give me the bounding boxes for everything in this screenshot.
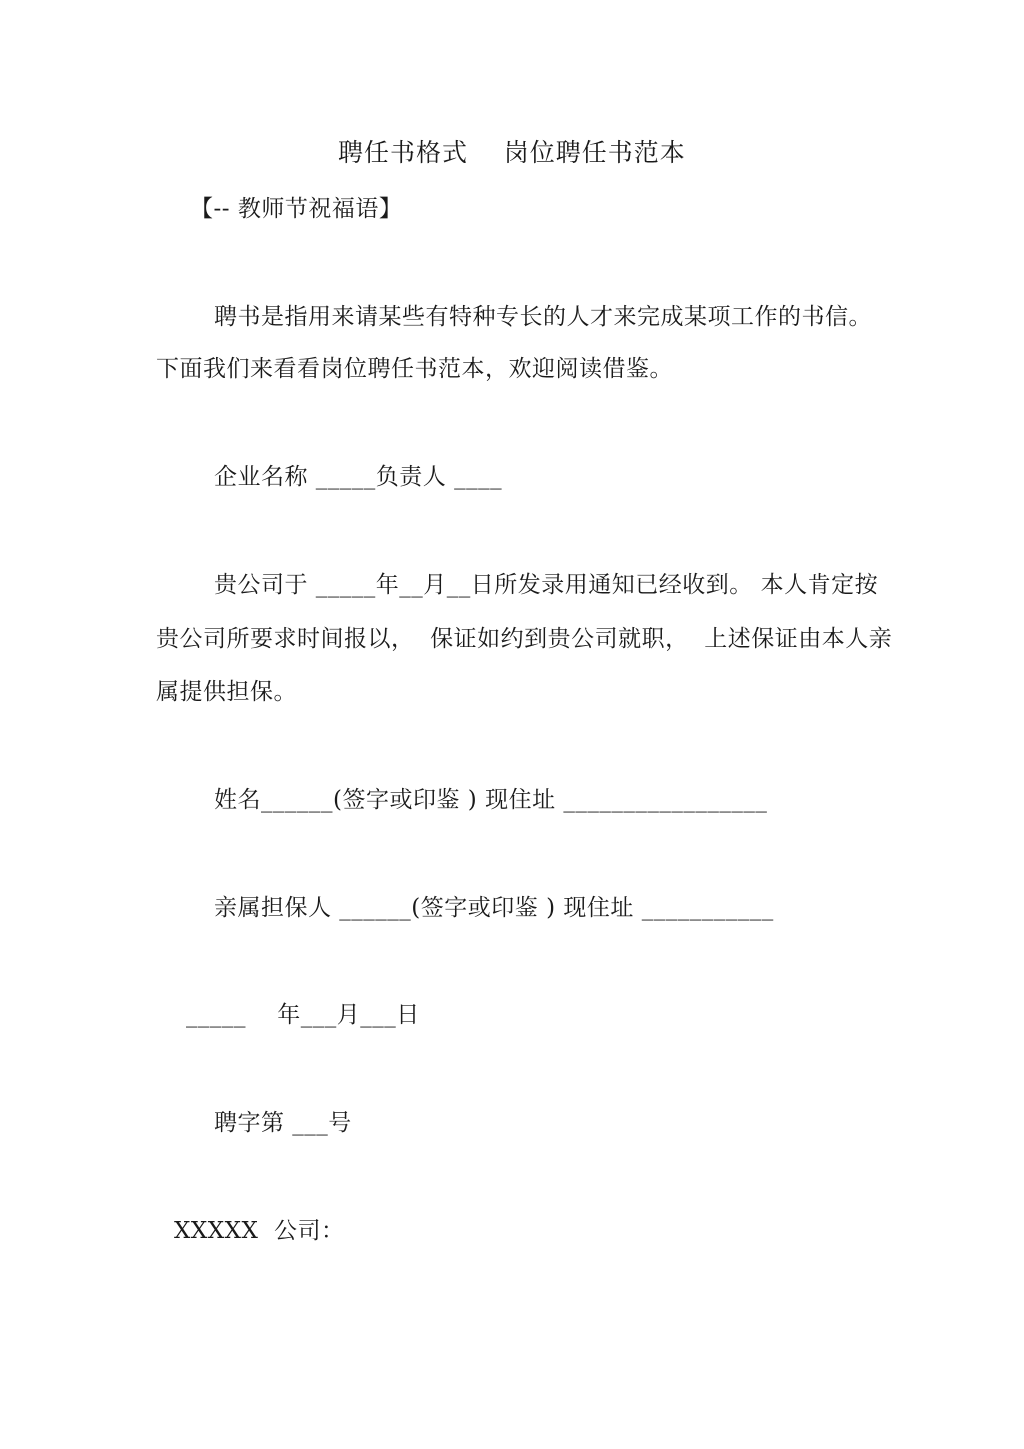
company-name-field-line: 企业名称 _____负责人 ____ bbox=[214, 464, 503, 490]
body-paragraph-line-2: 贵公司所要求时间报以， 保证如约到贵公司就职， 上述保证由本人亲 bbox=[156, 626, 893, 652]
name-signature-line: 姓名______(签字或印鉴 ) 现住址 _________________ bbox=[214, 787, 768, 813]
appointment-number-line: 聘字第 ___号 bbox=[214, 1110, 352, 1136]
addressee-line: XXXXX 公司： bbox=[174, 1218, 345, 1244]
body-paragraph-line-1: 贵公司于 _____年__月__日所发录用通知已经收到。 本人肯定按 bbox=[214, 572, 879, 598]
document-subtitle: 【-- 教师节祝福语】 bbox=[190, 196, 403, 222]
intro-paragraph-line-1: 聘书是指用来请某些有特种专长的人才来完成某项工作的书信。 bbox=[214, 304, 872, 330]
body-paragraph-line-3: 属提供担保。 bbox=[156, 679, 297, 705]
document-title: 聘任书格式 岗位聘任书范本 bbox=[338, 138, 686, 167]
guarantor-signature-line: 亲属担保人 ______(签字或印鉴 ) 现住址 ___________ bbox=[214, 895, 774, 921]
intro-paragraph-line-2: 下面我们来看看岗位聘任书范本，欢迎阅读借鉴。 bbox=[156, 356, 673, 382]
date-line: _____ 年___月___日 bbox=[186, 1002, 420, 1028]
